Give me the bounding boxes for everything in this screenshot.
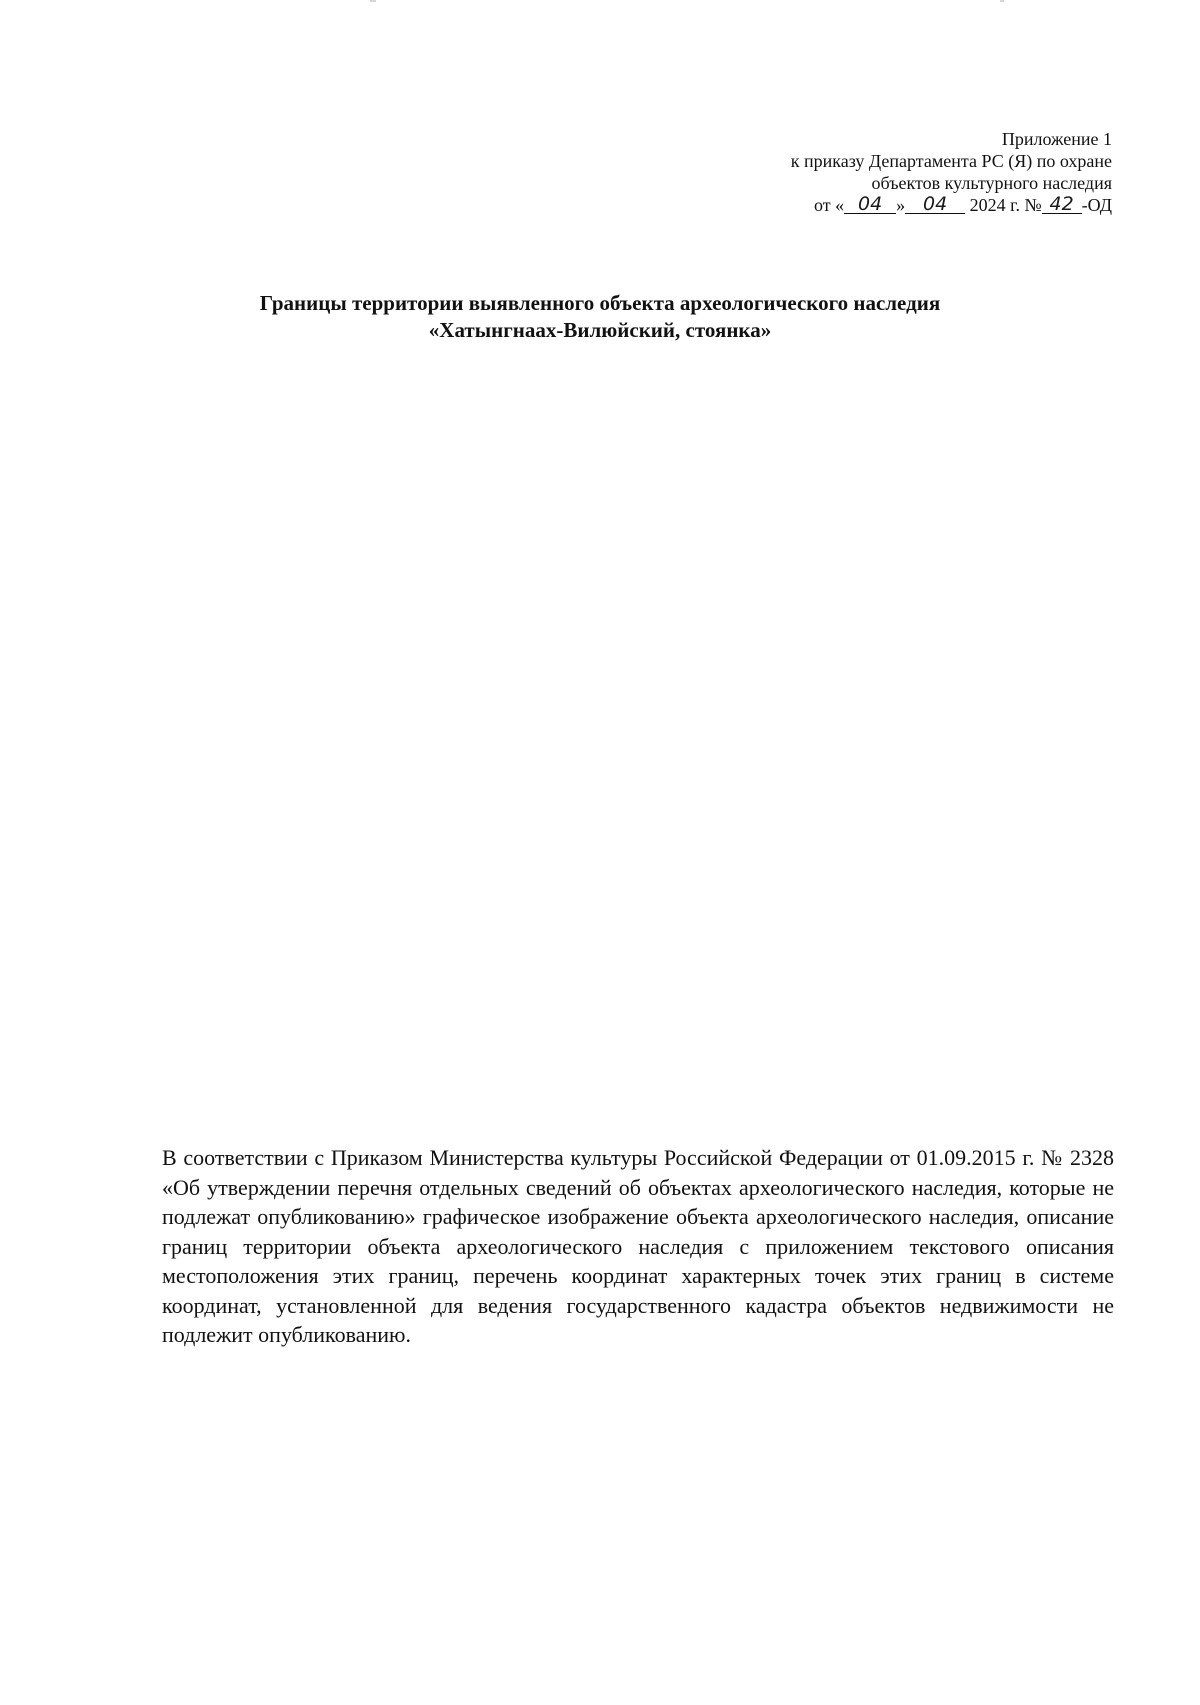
title-line-1: Границы территории выявленного объекта археологического наследия	[259, 291, 941, 315]
appendix-department: объектов культурного наследия	[871, 173, 1112, 193]
scan-artifact	[370, 0, 376, 2]
handwritten-day: 04	[844, 195, 896, 214]
scan-artifact	[1000, 0, 1004, 2]
document-title	[90, 290, 1110, 344]
date-year: 2024 г. №	[969, 195, 1042, 215]
body-paragraph: В соответствии с Приказом Министерства культуры Российской Федерации от 01.09.2015 г. № 2328 «Об утверждении перечня отдельных сведений об объектах археологического наследия, которые не подлежат опубликованию» графическое изображение объекта археологического наследия, описание границ территории объекта археологического наследия с приложением текстового описания местоположения этих границ, перечень координат характерных точек этих границ в системе координат, установленной для ведения государственного кадастра объектов недвижимости не подлежит опубликованию.	[162, 1145, 1114, 1347]
order-suffix: -ОД	[1081, 195, 1112, 215]
handwritten-month: 04	[905, 195, 965, 214]
appendix-date-line	[652, 194, 1112, 216]
appendix-label: Приложение 1	[1001, 129, 1112, 149]
appendix-header	[652, 128, 1112, 216]
appendix-order-ref: к приказу Департамента РС (Я) по охране	[790, 151, 1112, 171]
date-prefix: от «	[813, 195, 845, 215]
handwritten-order-number: 42	[1042, 195, 1082, 214]
title-line-2: «Хатынгнаах-Вилюйский, стоянка»	[428, 318, 772, 342]
date-mid: »	[896, 195, 906, 215]
